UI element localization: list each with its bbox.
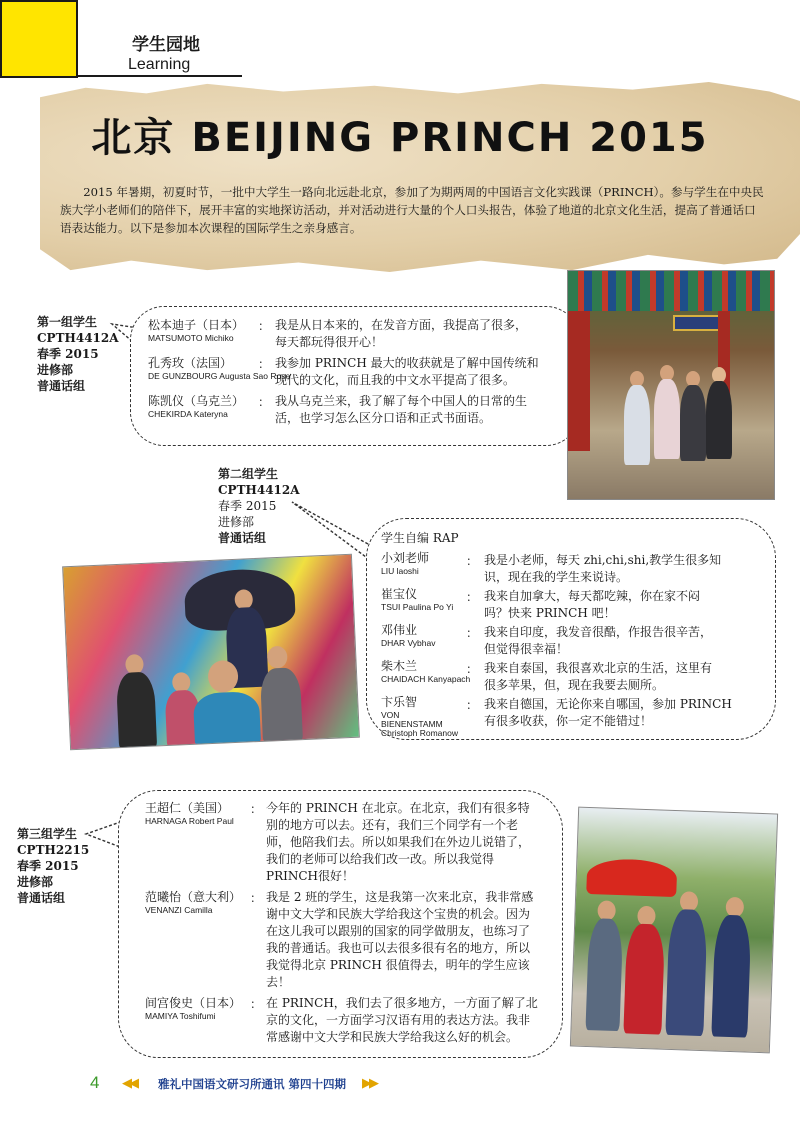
red-umbrella (586, 858, 677, 897)
colon: ： (466, 590, 479, 604)
left-arrows-icon: ◀◀ (122, 1076, 136, 1091)
intro-paragraph: 2015 年暑期，初夏时节，一批中大学生一路向北远赴北京，参加了为期两周的中国语言文化实践课（PRINCH）。参与学生在中央民族大学小老师们的陪伴下，展开丰富的实地探访活动，并对活动进行大量的个人口头报告，体验了地道的北京文化生活，提高了普通话口语表达能力。以下是参加本次课程的国际学生之亲身感言。 (60, 185, 764, 235)
colon: ： (466, 662, 479, 676)
colon: ： (250, 802, 263, 816)
person (623, 923, 665, 1034)
group-2-student-2: 崔宝仪 TSUI Paulina Po Yi (381, 587, 454, 612)
group-2-student-3-text: 我来自印度，我发音很酷，作报告很辛苦， 但觉得很幸福！ (484, 625, 713, 656)
group-3-student-1: 王超仁（美国） HARNAGA Robert Paul (145, 801, 234, 826)
colon: ： (466, 698, 479, 712)
colon: ： (258, 395, 271, 409)
page-title: 北京 BEIJING PRINCH 2015 (91, 115, 709, 161)
group-2-student-4-text: 我来自泰国，我很喜欢北京的生活，这里有 很多苹果，但，现在我要去厕所。 (484, 661, 713, 692)
group-3-student-3: 间宫俊史（日本） MAMIYA Toshifumi (145, 996, 242, 1021)
person (680, 385, 706, 461)
group-2-student-3: 邓伟业 DHAR Vybhav (381, 623, 436, 648)
section-title-cn: 学生园地 (132, 35, 200, 55)
group-1-student-1-text: 我是从日本来的，在发音方面，我提高了很多， 每天都玩得很开心！ (275, 318, 528, 349)
group-1-student-3-text: 我从乌克兰来，我了解了每个中国人的日常的生 活，也学习怎么区分口语和正式书面语。 (275, 394, 528, 425)
group-2-student-4: 柴木兰 CHAIDACH Kanyapach (381, 659, 471, 684)
person (665, 909, 707, 1036)
group-2-student-5-text: 我来自德国，无论你来自哪国，参加 PRINCH 有很多收获，你一定不能错过！ (484, 697, 732, 728)
section-divider (78, 75, 242, 77)
group-1-photo (567, 270, 775, 500)
group-1-student-2-text: 我参加 PRINCH 最大的收获就是了解中国传统和 现代的文化，而且我的中文水平提高了很多。 (275, 356, 539, 387)
person (711, 914, 751, 1037)
red-pillar (568, 311, 590, 451)
colon: ： (258, 357, 271, 371)
group-1-label: 第一组学生 CPTH4412A 春季 2015 进修部 普通话组 (37, 315, 119, 393)
person (624, 385, 650, 465)
colon: ： (466, 554, 479, 568)
group-2-label: 第二组学生 CPTH4412A 春季 2015 进修部 普通话组 (218, 467, 300, 545)
colon: ： (250, 891, 263, 905)
section-title-en: Learning (128, 56, 191, 73)
person (585, 918, 623, 1031)
group-1-student-1: 松本迪子（日本） MATSUMOTO Michiko (148, 318, 245, 343)
group-2-student-5: 卞乐智 VON BIENENSTAMM Christoph Romanow (381, 695, 459, 738)
person (654, 379, 680, 459)
colon: ： (250, 997, 263, 1011)
group-2-student-2-text: 我来自加拿大，每天都吃辣，你在家不闷 吗？快来 PRINCH 吧！ (484, 589, 701, 620)
publication-name: 雅礼中国语文研习所通讯 第四十四期 (158, 1077, 347, 1091)
colon: ： (258, 319, 271, 333)
rap-title: 学生自编 RAP (381, 531, 459, 545)
group-2-student-1: 小刘老师 LIU laoshi (381, 551, 430, 576)
corner-color-block (0, 0, 78, 78)
person (706, 381, 732, 459)
group-3-student-2-text: 我是 2 班的学生，这是我第一次来北京，我非常感 谢中文大学和民族大学给我这个宝贵的机会。因为 在这儿我可以跟别的国家的同学做朋友，也练习了 我的普通话。我也可以去很多很有名的地方，所以 我觉得北京 PRINCH 很值得去，明年的学生应该 去！ (266, 890, 534, 989)
person (116, 672, 157, 750)
person (193, 691, 261, 746)
group-2-student-1-text: 我是小老师，每天 zhi,chi,shi,教学生很多知 识，现在我的学生来说诗。 (484, 553, 722, 584)
group-3-student-1-text: 今年的 PRINCH 在北京。在北京，我们有很多特 别的地方可以去。还有，我们三个同学有一个老 师，他陪我们去。所以如果我们在外边儿说错了， 我们的老师可以给我们改一改。所以我觉得 PRINCH很好！ (266, 801, 531, 883)
person (260, 667, 303, 743)
group-3-photo (570, 807, 778, 1054)
group-3-label: 第三组学生 CPTH2215 春季 2015 进修部 普通话组 (17, 827, 90, 905)
painted-eaves (568, 271, 774, 311)
colon: ： (466, 626, 479, 640)
group-3-student-2: 范曦怡（意大利） VENANZI Camilla (145, 890, 242, 915)
group-3-student-3-text: 在 PRINCH，我们去了很多地方，一方面了解了北 京的文化，一方面学习汉语有用的表达方法。我非 常感谢中文大学和民族大学给我这么好的机会。 (266, 996, 538, 1044)
group-1-student-3: 陈凯仪（乌克兰） CHEKIRDA Kateryna (148, 394, 245, 419)
group-1-student-2: 孔秀玫（法国） DE GUNZBOURG Augusta Sao Rose (148, 356, 291, 381)
group-2-photo (62, 554, 360, 750)
right-arrows-icon: ▶▶ (362, 1076, 376, 1091)
page-number: 4 (90, 1073, 100, 1092)
